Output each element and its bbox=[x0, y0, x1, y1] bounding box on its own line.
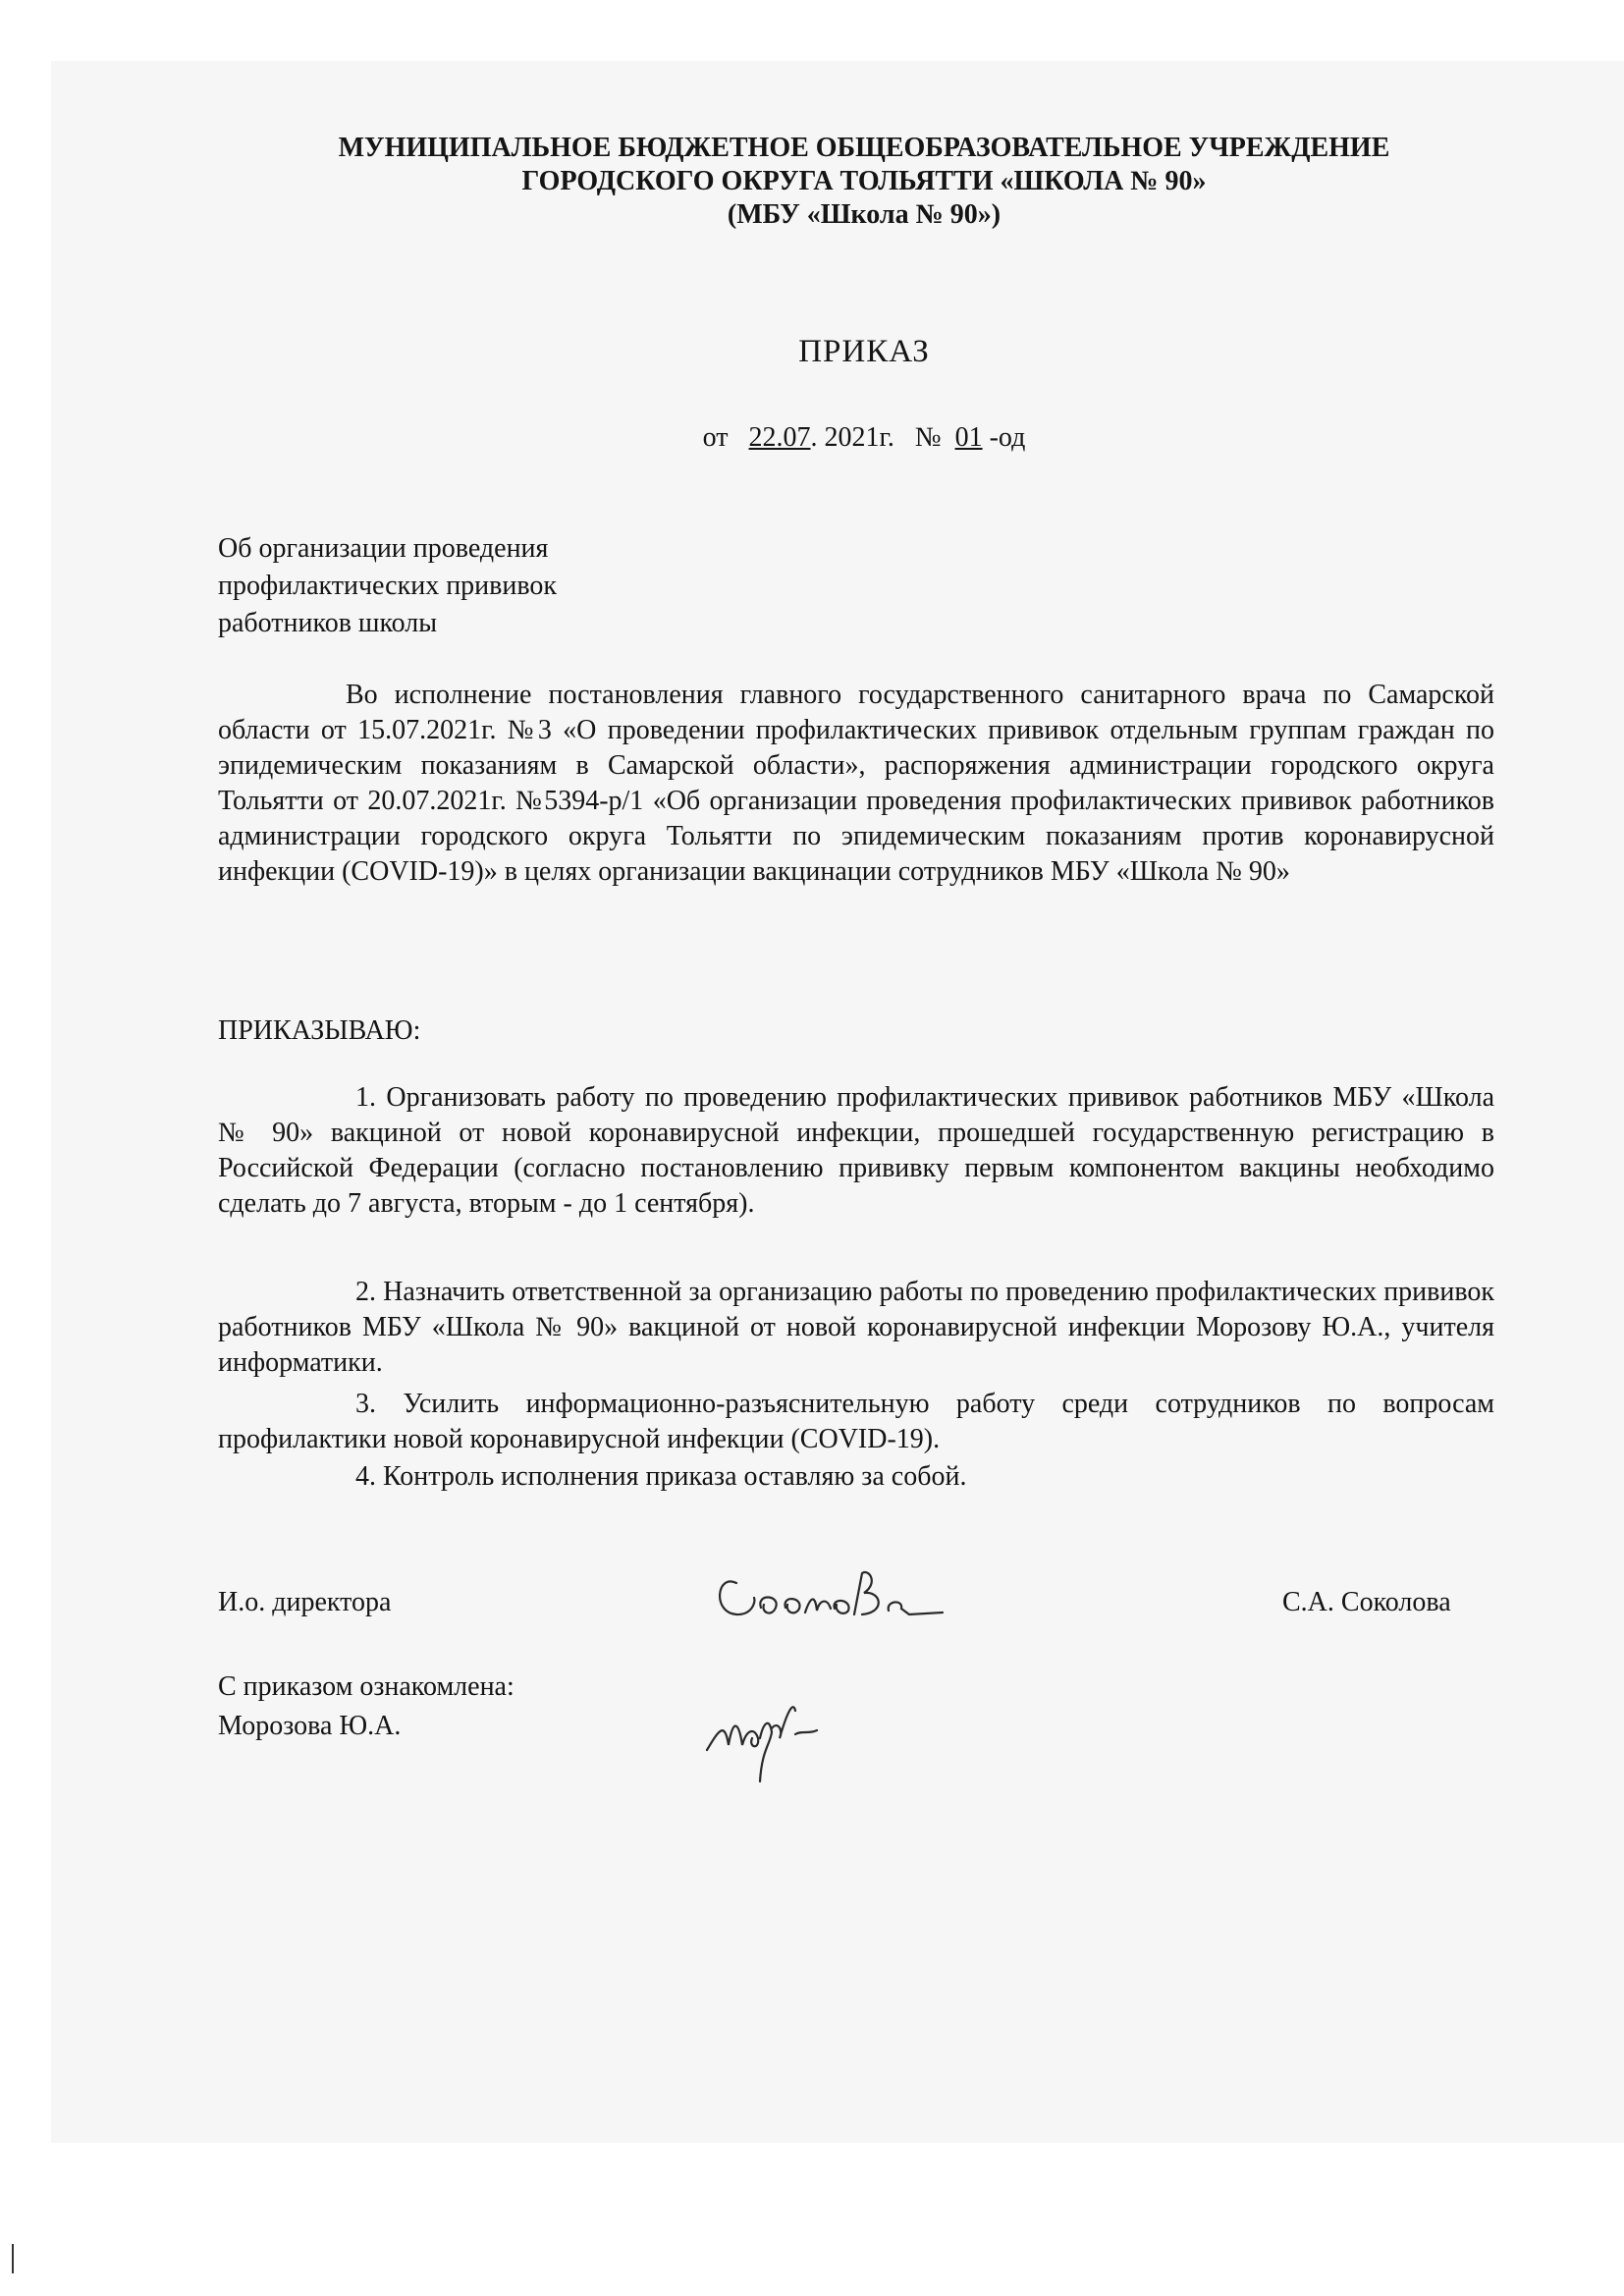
acknowledgement-label: С приказом ознакомлена: bbox=[218, 1671, 514, 1702]
institution-name-line-2: ГОРОДСКОГО ОКРУГА ТОЛЬЯТТИ «ШКОЛА № 90» bbox=[521, 166, 1207, 196]
order-word: ПРИКАЗЫВАЮ: bbox=[218, 1015, 421, 1046]
order-number: 01 bbox=[954, 422, 983, 453]
order-date-day: 22.07 bbox=[748, 422, 811, 453]
institution-name-line-1: МУНИЦИПАЛЬНОЕ БЮДЖЕТНОЕ ОБЩЕОБРАЗОВАТЕЛЬНОЕ УЧРЕЖДЕНИЕ bbox=[338, 133, 1390, 163]
acknowledgement-name: Морозова Ю.А. bbox=[218, 1711, 402, 1741]
scan-edge-mark bbox=[12, 2244, 14, 2273]
subject-line-2: профилактических прививок bbox=[218, 571, 557, 601]
acknowledgement-signature bbox=[699, 1691, 837, 1789]
order-subject bbox=[218, 530, 557, 642]
order-date-number bbox=[216, 422, 1512, 454]
document-title: ПРИКАЗ bbox=[798, 334, 930, 369]
order-item-4: 4. Контроль исполнения приказа оставляю за собой. bbox=[355, 1461, 967, 1492]
subject-line-3: работников школы bbox=[218, 608, 438, 638]
institution-short-name: (МБУ «Школа № 90») bbox=[727, 199, 1001, 230]
order-item-3: 3. Усилить информационно-разъяснительную работу среди сотрудников по вопросам профилактики новой коронавирусной инфекции (COVID-19). bbox=[218, 1389, 1494, 1454]
preamble-paragraph bbox=[218, 678, 1494, 890]
order-item-1: 1. Организовать работу по проведению профилактических прививок работников МБУ «Школа № 90» вакциной от новой коронавирусной инфекции, прошедшей государственную регистрацию в Российской Федерации (согласно постановлению прививку первым компонентом вакцины необходимо сделать до 7 августа, вторым - до 1 сентября). bbox=[218, 1082, 1494, 1219]
director-signature bbox=[707, 1554, 962, 1632]
signer-position: И.о. директора bbox=[218, 1587, 392, 1617]
order-item-2: 2. Назначить ответственной за организацию работы по проведению профилактических прививок работников МБУ «Школа № 90» вакциной от новой коронавирусной инфекции Морозову Ю.А., учителя информатики. bbox=[218, 1277, 1494, 1378]
order-date-year: . 2021г. bbox=[810, 422, 894, 453]
preamble-text: Во исполнение постановления главного государственного санитарного врача по Самарской области от 15.07.2021г. №3 «О проведении профилактических прививок отдельным группам граждан по эпидемическим показаниям в Самарской области», распоряжения администрации городского округа Тольятти от 20.07.2021г. №5394-р/1 «Об организации проведения профилактических прививок работников администрации городского округа Тольятти по эпидемическим показаниям против коронавирусной инфекции (COVID-19)» в целях организации вакцинации сотрудников МБУ «Школа № 90» bbox=[218, 680, 1494, 887]
order-suffix: -од bbox=[989, 422, 1026, 453]
order-number-sign: № bbox=[914, 422, 942, 453]
subject-line-1: Об организации проведения bbox=[218, 533, 549, 564]
signer-name: С.А. Соколова bbox=[1282, 1587, 1451, 1617]
order-prefix: от bbox=[702, 422, 729, 453]
